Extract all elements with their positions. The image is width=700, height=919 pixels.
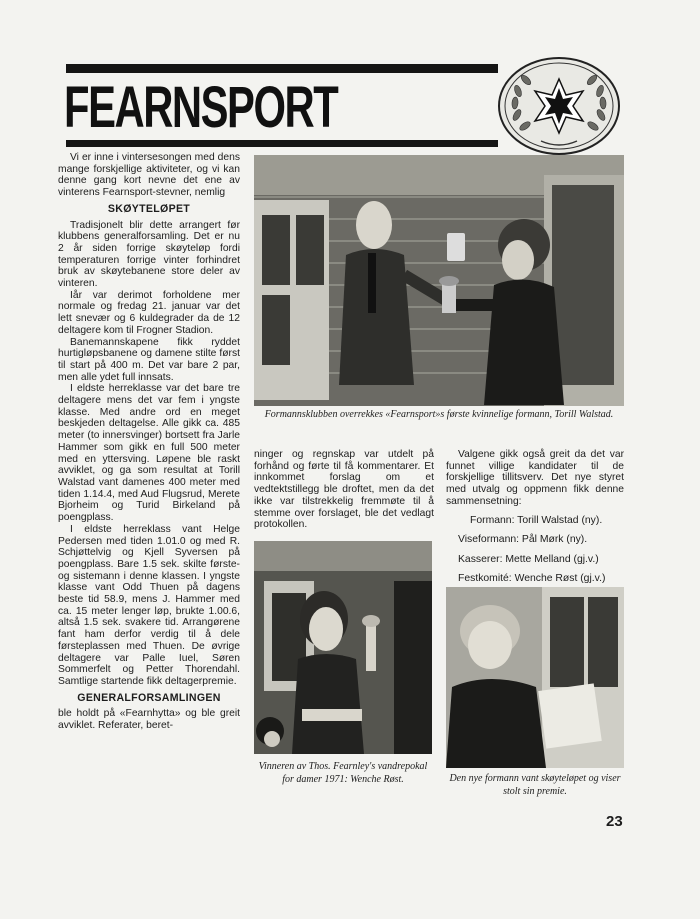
role-line: Formann: Torill Walstad (ny). [470, 514, 603, 526]
paragraph: Banemannskapene fikk ryddet hurtigløpsbanene og damene stilte først til start på 400 m. Det var bare 2 par, men alle ydet full innsats. [58, 336, 240, 383]
page-title: FEARNSPORT [64, 75, 338, 140]
photo-new-chairwoman [446, 587, 624, 768]
paragraph: I eldste herreklasse var det bare tre deltagere mens det var fem i yngste klasse. Med andre ord en meget beskjeden deltagelse. Alle gikk ca. 485 meter (to innersvinger) bortsett fra Jarle Hammer som gikk en full 500 meter med en yttersving. Løpene ble raskt avviklet, og ga som resultat at Torill Walstad vant damenes 400 meter med tiden 1.14.4, med Aud Flugsrud, Merete Bjorheim og Turid Birkeland på poengplass. [58, 383, 240, 524]
photo-trophy-winner-image [254, 541, 432, 754]
section-heading-generalforsamlingen: GENERALFORSAMLINGEN [77, 691, 221, 704]
header-rule-top [66, 64, 498, 73]
column-left [58, 152, 240, 732]
paragraph: I eldste herreklass vant Helge Pedersen med tiden 1.01.0 og med R. Schjøttelvig og Kjell Syversen på poengplass. Bare 1.5 sek. skilte første- og sistemann i denne klassen. I yngste klasse vant Odd Thuen på dagens beste tid 58.9, mens J. Hammer med ca. 15 meter lenger løp, brukte 1.00.6, altså 1.5 sek. svakere tid. Arrangørene fant ham derfor verdig til å dele førsteplassen med Thuen. De øvrige deltagere var Palle Iuel, Søren Sommerfelt og Petter Thorendahl. Samtlige startende fikk deltagerpremie. [58, 523, 240, 687]
paragraph: Tradisjonelt blir dette arrangert før klubbens generalforsamling. Det er nu 2 år siden forrige skøyteløp fordi temperaturen forrige vinter forhindret bruk av skøytebanene store deler av vinteren. [58, 219, 240, 290]
iron-cross-laurel-emblem-icon [495, 55, 623, 157]
paragraph: Iår var derimot forholdene mer normale og fredag 21. januar var det lett snevær og 6 kuldegrader da de 12 deltagere kom til Frogner Stadion. [58, 289, 240, 336]
header-rule-bottom [66, 140, 498, 147]
role-line: Kasserer: Mette Melland (gj.v.) [458, 553, 599, 565]
role-line: Viseformann: Pål Mørk (ny). [458, 534, 588, 546]
election-paragraph: Valgene gikk også greit da det var funnet villige kandidater til de forskjellige tillitsverv. Det nye styret med utvalg og oppmenn fikk denne sammensetning: [446, 449, 624, 507]
photo-trophy-handover [254, 155, 624, 406]
intro-paragraph: Vi er inne i vintersesongen med dens mange forskjellige aktiviteter, og vi kan denne gang kort nevne det ene av vinterens Fearnsport-stevner, nemlig [58, 152, 240, 199]
photo-trophy-handover-image [254, 155, 624, 406]
page-number: 23 [606, 813, 623, 830]
role-line: Festkomité: Wenche Røst (gj.v.) [458, 573, 606, 585]
section-heading-skoyteloepet: SKØYTELØPET [107, 202, 191, 215]
paragraph-continuation-text: ninger og regnskap var utdelt på forhånd og førte til få kommentarer. Et innkommet forslag om et vedtektstillegg ble droftet, men da det ikke var tilstrekkelig fremmøte til å stemme over forslaget, ble det vedlagt protokollen. [254, 449, 434, 531]
column-middle [254, 449, 434, 531]
caption-top-photo: Formannsklubben overrekkes «Fearnsport»s første kvinnelige formann, Torill Walstad. [264, 409, 614, 420]
caption-left-photo: Vinneren av Thos. Fearnley's vandrepokal for damer 1971: Wenche Røst. [258, 761, 428, 785]
caption-right-photo: Den nye formann vant skøyteløpet og viser stolt sin premie. [449, 773, 621, 797]
photo-trophy-winner [254, 541, 432, 754]
photo-new-chairwoman-image [446, 587, 624, 768]
paragraph-start: ble holdt på «Fearnhytta» og ble greit avviklet. Referater, beret- [58, 708, 240, 732]
